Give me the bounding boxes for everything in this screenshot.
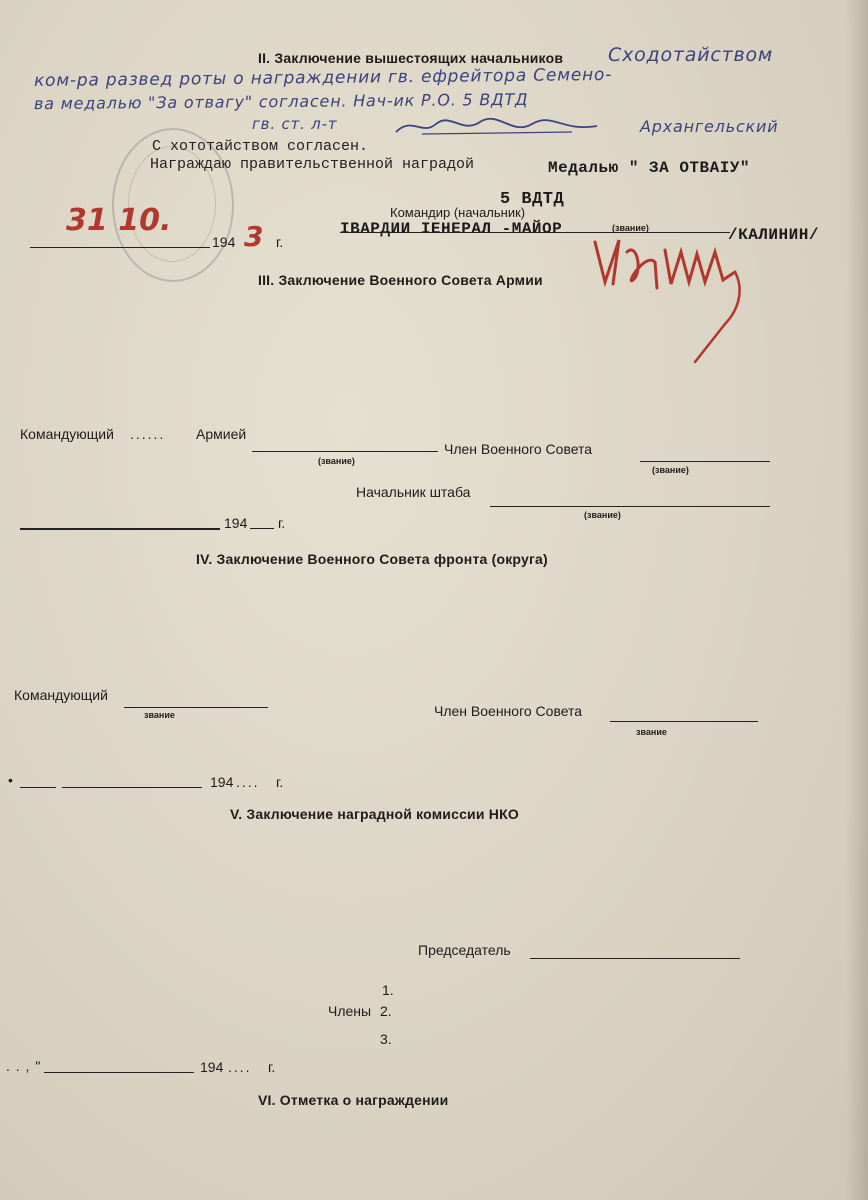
section2-rank-caption: (звание) bbox=[612, 223, 649, 233]
section3-year-blank bbox=[250, 528, 274, 529]
section2-date-suffix: г. bbox=[276, 234, 284, 250]
red-signature-kalinin bbox=[585, 212, 755, 372]
section3-chief-line bbox=[490, 506, 770, 507]
section2-typed-rank: IВАРДИИ IЕНЕРАЛ -МАЙОР bbox=[340, 220, 563, 238]
section5-chairman-label: Председатель bbox=[418, 942, 511, 958]
section2-handwritten-name: Архангельский bbox=[640, 117, 779, 136]
section2-heading: II. Заключение вышестоящих начальников bbox=[258, 50, 564, 66]
section4-year: 194 bbox=[210, 774, 234, 790]
section2-date-handwritten: 31 10. bbox=[66, 203, 172, 238]
section2-typed-award: Медалью " ЗА ОТВАIУ" bbox=[548, 159, 751, 177]
section4-year-dots: .... bbox=[236, 774, 260, 790]
section2-commander-label: Командир (начальник) bbox=[390, 205, 526, 220]
section4-month-line bbox=[62, 787, 202, 788]
section3-date-line bbox=[20, 528, 220, 530]
section4-member-line bbox=[610, 721, 758, 722]
section4-year-suffix: г. bbox=[276, 774, 284, 790]
section4-commander-label: Командующий bbox=[14, 687, 108, 703]
section5-chairman-line bbox=[530, 958, 740, 959]
section5-heading: V. Заключение наградной комиссии НКО bbox=[230, 806, 519, 822]
section4-rank-caption-2: звание bbox=[636, 727, 667, 737]
section5-members-label: Члены bbox=[328, 1003, 372, 1019]
section5-year: 194 bbox=[200, 1059, 224, 1075]
section2-handwritten-line3: ва медалью "За отвагу" согласен. Нач-ик Р.О. 5 ВДТД bbox=[33, 89, 529, 114]
section3-army-line bbox=[252, 451, 438, 452]
section3-commander-dots: ...... bbox=[130, 426, 166, 442]
section5-member-num3: 3. bbox=[380, 1031, 392, 1047]
section5-date-dots: . . , " bbox=[6, 1058, 42, 1074]
section2-date-year-hand: 3 bbox=[244, 220, 264, 253]
section2-typed-line2: Награждаю правительственной наградой bbox=[150, 156, 475, 173]
section5-year-suffix: г. bbox=[268, 1059, 276, 1075]
section3-heading: III. Заключение Военного Совета Армии bbox=[258, 272, 543, 288]
section3-member-label: Член Военного Совета bbox=[444, 441, 593, 457]
section5-member-num1: 1. bbox=[382, 982, 394, 998]
section3-chief-label: Начальник штаба bbox=[356, 484, 471, 500]
section5-date-line bbox=[44, 1072, 194, 1073]
section2-typed-line1: С хототайством согласен. bbox=[152, 138, 369, 155]
section2-typed-division: 5 ВДТД bbox=[500, 190, 565, 209]
section4-member-label: Член Военного Совета bbox=[434, 703, 583, 719]
section3-commander-label: Командующий bbox=[20, 426, 114, 442]
section3-member-line bbox=[640, 461, 770, 462]
section4-day-line bbox=[20, 787, 56, 788]
section4-heading: IV. Заключение Военного Совета фронта (округа) bbox=[196, 551, 548, 567]
section5-year-dots: .... bbox=[228, 1059, 252, 1075]
section3-army-label: Армией bbox=[196, 426, 247, 442]
section2-handwritten-line4: гв. ст. л-т bbox=[252, 115, 338, 133]
section2-date-line bbox=[30, 247, 210, 248]
section3-rank-caption-2: (звание) bbox=[652, 465, 689, 475]
section3-rank-caption-1: (звание) bbox=[318, 456, 355, 466]
section2-typed-name: /КАЛИНИН/ bbox=[728, 226, 819, 244]
section2-date-year-print: 194 bbox=[212, 234, 236, 250]
section4-rank-caption-1: звание bbox=[144, 710, 175, 720]
section2-handwritten-line1: Сходотайством bbox=[608, 44, 774, 66]
section5-member-num2: 2. bbox=[380, 1003, 392, 1019]
section3-rank-caption-3: (звание) bbox=[584, 510, 621, 520]
page-edge-shadow bbox=[846, 0, 868, 1200]
section3-year-suffix: г. bbox=[278, 515, 286, 531]
section3-year: 194 bbox=[224, 515, 248, 531]
section4-date-quote: • bbox=[8, 772, 13, 788]
section2-handwritten-line2: ком-ра развед роты о награждении гв. ефрейтора Семено- bbox=[33, 64, 613, 92]
section6-heading: VI. Отметка о награждении bbox=[258, 1092, 449, 1108]
section4-commander-line bbox=[124, 707, 268, 708]
handwritten-signature-arkhangelsky bbox=[392, 112, 602, 140]
